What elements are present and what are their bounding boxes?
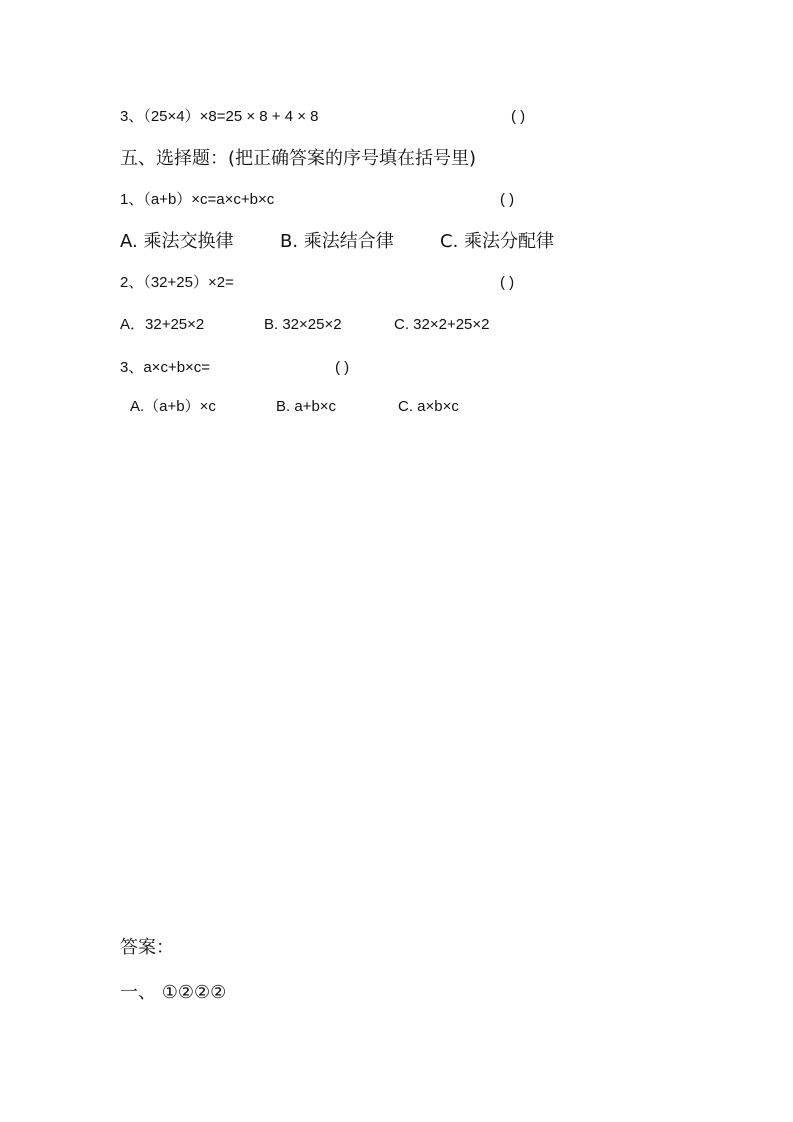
mc-question-2-option-b: B. 32×25×2 <box>264 316 342 333</box>
answers-title: 答案： <box>120 937 174 958</box>
mc-question-1-options <box>120 230 600 254</box>
mc-question-2-option-c: C. 32×2+25×2 <box>394 316 490 333</box>
mc-question-1-text: 1、（a+b）×c=a×c+b×c <box>120 191 275 208</box>
tf-question-3-text: 3、（25×4）×8=25 × 8 + 4 × 8 <box>120 108 319 125</box>
tf-question-3-answer-paren: ( ) <box>511 108 526 125</box>
mc-question-3-options <box>130 397 490 417</box>
mc-question-3-option-b: B. a+b×c <box>276 398 337 415</box>
mc-question-1-answer-paren: ( ) <box>500 191 515 208</box>
mc-question-2-answer-paren: ( ) <box>500 274 515 291</box>
mc-question-1-option-b: B. 乘法结合律 <box>280 231 394 252</box>
mc-question-1-option-a: A. 乘法交换律 <box>120 231 234 252</box>
mc-question-3-answer-paren: ( ) <box>335 359 350 376</box>
section-5-title: 五、选择题：(把正确答案的序号填在括号里) <box>120 148 477 169</box>
mc-question-2-option-a: A．32+25×2 <box>120 316 205 333</box>
mc-question-3-text: 3、a×c+b×c= <box>120 359 211 376</box>
answers-section-1: 一、 ①②②② <box>120 982 227 1003</box>
mc-question-3-option-c: C. a×b×c <box>398 398 459 415</box>
mc-question-2-text: 2、（32+25）×2= <box>120 274 234 291</box>
mc-question-1-option-c: C. 乘法分配律 <box>440 231 555 252</box>
mc-question-2-options <box>120 315 540 335</box>
mc-question-3-option-a: A.（a+b）×c <box>130 398 216 415</box>
